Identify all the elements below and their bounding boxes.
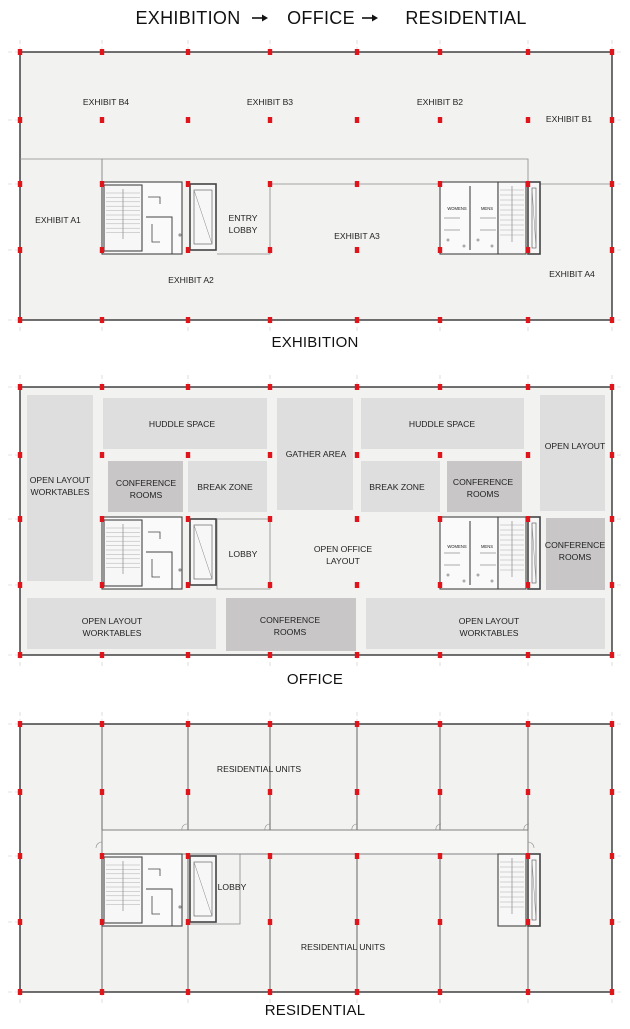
column-marker	[18, 384, 22, 390]
column-marker	[268, 384, 272, 390]
column-marker	[100, 853, 104, 859]
label-open-office-a: OPEN OFFICE	[313, 544, 373, 554]
column-marker	[526, 181, 530, 187]
column-marker	[268, 317, 272, 323]
column-marker	[268, 789, 272, 795]
column-marker	[100, 317, 104, 323]
column-marker	[526, 853, 530, 859]
column-marker	[355, 721, 359, 727]
column-marker	[610, 181, 614, 187]
right-arrow-icon	[252, 15, 268, 22]
column-marker	[18, 452, 22, 458]
label-worktables-se: WORKTABLES	[459, 628, 519, 638]
column-marker	[610, 452, 614, 458]
column-marker	[355, 247, 359, 253]
column-marker	[355, 117, 359, 123]
header-step-exhibition: EXHIBITION	[135, 8, 241, 28]
column-marker	[18, 919, 22, 925]
column-marker	[610, 853, 614, 859]
column-marker	[355, 452, 359, 458]
column-marker	[438, 652, 442, 658]
label-residential-units-north: RESIDENTIAL UNITS	[216, 764, 302, 774]
label-mens-restroom: MENS	[480, 206, 494, 211]
column-marker	[186, 789, 190, 795]
column-marker	[526, 317, 530, 323]
column-marker	[18, 989, 22, 995]
restroom-fixture	[463, 580, 466, 583]
label-womens-restroom: WOMENS	[447, 206, 467, 211]
plan-caption-residential: RESIDENTIAL	[264, 1002, 366, 1019]
column-marker	[526, 721, 530, 727]
column-marker	[610, 317, 614, 323]
column-marker	[438, 789, 442, 795]
right-arrow-icon	[362, 15, 378, 22]
label-exhibit-a2: EXHIBIT A2	[168, 275, 214, 285]
column-marker	[355, 49, 359, 55]
office-plan	[8, 375, 622, 667]
column-marker	[186, 989, 190, 995]
label-lobby: LOBBY	[217, 882, 247, 892]
restroom-fixture	[463, 245, 466, 248]
column-marker	[610, 384, 614, 390]
core-restrooms-stair-right	[440, 517, 540, 589]
column-marker	[268, 247, 272, 253]
column-marker	[438, 919, 442, 925]
header-step-residential: RESIDENTIAL	[405, 8, 527, 28]
label-mens-restroom: MENS	[480, 544, 494, 549]
core-stair-elevator-left	[102, 854, 216, 926]
column-marker	[526, 919, 530, 925]
column-marker	[355, 652, 359, 658]
column-marker	[18, 853, 22, 859]
column-marker	[438, 49, 442, 55]
label-conference-rooms-1a: CONFERENCE	[115, 478, 177, 488]
column-marker	[610, 652, 614, 658]
column-marker	[526, 582, 530, 588]
restroom-fixture	[447, 239, 450, 242]
column-marker	[355, 516, 359, 522]
column-marker	[100, 516, 104, 522]
column-marker	[610, 49, 614, 55]
label-entry: ENTRY	[228, 213, 258, 223]
restroom-fixture	[491, 245, 494, 248]
core-fixture	[178, 233, 181, 236]
label-exhibit-b3: EXHIBIT B3	[246, 97, 294, 107]
column-marker	[355, 384, 359, 390]
core-restrooms-stair-right	[440, 182, 540, 254]
residential-corridor	[102, 830, 528, 854]
column-marker	[100, 582, 104, 588]
label-worktables-sw: WORKTABLES	[82, 628, 142, 638]
residential-plan	[8, 712, 622, 1004]
column-marker	[610, 582, 614, 588]
column-marker	[438, 117, 442, 123]
label-open-layout-west: OPEN LAYOUT	[29, 475, 91, 485]
column-marker	[268, 117, 272, 123]
column-marker	[18, 652, 22, 658]
column-marker	[526, 49, 530, 55]
label-exhibit-b4: EXHIBIT B4	[82, 97, 130, 107]
column-marker	[526, 789, 530, 795]
column-marker	[526, 247, 530, 253]
column-marker	[355, 181, 359, 187]
column-marker	[186, 452, 190, 458]
column-marker	[18, 181, 22, 187]
column-marker	[100, 49, 104, 55]
column-marker	[186, 317, 190, 323]
column-marker	[355, 317, 359, 323]
column-marker	[268, 181, 272, 187]
exhibition-plan	[8, 40, 622, 332]
column-marker	[438, 721, 442, 727]
column-marker	[438, 989, 442, 995]
restroom-fixture	[477, 239, 480, 242]
label-exhibit-a1: EXHIBIT A1	[35, 215, 81, 225]
column-marker	[18, 789, 22, 795]
label-conference-rooms-2a: CONFERENCE	[452, 477, 514, 487]
column-marker	[268, 582, 272, 588]
column-marker	[18, 721, 22, 727]
column-marker	[526, 652, 530, 658]
label-conference-rooms-1b: ROOMS	[129, 490, 163, 500]
column-marker	[100, 181, 104, 187]
core-stair-elevator-left	[102, 517, 216, 589]
column-marker	[186, 384, 190, 390]
column-marker	[526, 452, 530, 458]
label-open-layout-sw: OPEN LAYOUT	[81, 616, 143, 626]
column-marker	[100, 384, 104, 390]
label-conference-rooms-3b: ROOMS	[558, 552, 592, 562]
label-gather-area: GATHER AREA	[285, 449, 347, 459]
column-marker	[186, 117, 190, 123]
column-marker	[268, 452, 272, 458]
column-marker	[18, 317, 22, 323]
column-marker	[18, 49, 22, 55]
column-marker	[18, 582, 22, 588]
column-marker	[268, 721, 272, 727]
plan-caption-exhibition: EXHIBITION	[271, 334, 359, 351]
column-marker	[100, 919, 104, 925]
label-huddle-space-east: HUDDLE SPACE	[408, 419, 476, 429]
restroom-fixture	[477, 574, 480, 577]
column-marker	[438, 384, 442, 390]
column-marker	[610, 117, 614, 123]
column-marker	[186, 49, 190, 55]
label-open-layout-se: OPEN LAYOUT	[458, 616, 520, 626]
column-marker	[355, 789, 359, 795]
label-conference-rooms-4b: ROOMS	[273, 627, 307, 637]
column-marker	[186, 247, 190, 253]
program-sequence-header	[135, 8, 526, 28]
column-marker	[18, 247, 22, 253]
column-marker	[268, 652, 272, 658]
column-marker	[186, 721, 190, 727]
restroom-fixture	[491, 580, 494, 583]
column-marker	[268, 853, 272, 859]
column-marker	[100, 721, 104, 727]
column-marker	[100, 452, 104, 458]
column-marker	[100, 117, 104, 123]
column-marker	[100, 652, 104, 658]
column-marker	[18, 117, 22, 123]
column-marker	[438, 247, 442, 253]
column-marker	[610, 989, 614, 995]
column-marker	[610, 721, 614, 727]
column-marker	[186, 853, 190, 859]
column-marker	[268, 49, 272, 55]
column-marker	[100, 989, 104, 995]
restroom-fixture	[447, 574, 450, 577]
column-marker	[355, 919, 359, 925]
label-womens-restroom: WOMENS	[447, 544, 467, 549]
column-marker	[355, 989, 359, 995]
header-step-office: OFFICE	[287, 8, 355, 28]
column-marker	[100, 247, 104, 253]
label-exhibit-a4: EXHIBIT A4	[549, 269, 595, 279]
column-marker	[186, 582, 190, 588]
label-conference-rooms-3a: CONFERENCE	[544, 540, 606, 550]
column-marker	[438, 181, 442, 187]
core-fixture	[178, 905, 181, 908]
column-marker	[438, 582, 442, 588]
label-residential-units-south: RESIDENTIAL UNITS	[300, 942, 386, 952]
core-fixture	[178, 568, 181, 571]
label-break-zone-east: BREAK ZONE	[369, 482, 425, 492]
column-marker	[268, 516, 272, 522]
column-marker	[438, 317, 442, 323]
column-marker	[526, 516, 530, 522]
label-exhibit-b2: EXHIBIT B2	[416, 97, 464, 107]
core-stair-elevator-left	[102, 182, 216, 254]
column-marker	[186, 516, 190, 522]
label-huddle-space-west: HUDDLE SPACE	[148, 419, 216, 429]
column-marker	[18, 516, 22, 522]
label-conference-rooms-2b: ROOMS	[466, 489, 500, 499]
column-marker	[438, 853, 442, 859]
column-marker	[268, 989, 272, 995]
label-open-office-b: LAYOUT	[326, 556, 360, 566]
column-marker	[438, 452, 442, 458]
label-exhibit-a3: EXHIBIT A3	[334, 231, 380, 241]
label-worktables-west: WORKTABLES	[30, 487, 90, 497]
zone-open-layout-east	[540, 395, 605, 511]
column-marker	[610, 919, 614, 925]
column-marker	[186, 652, 190, 658]
column-marker	[610, 516, 614, 522]
label-lobby: LOBBY	[228, 549, 258, 559]
column-marker	[610, 789, 614, 795]
column-marker	[526, 117, 530, 123]
label-break-zone-west: BREAK ZONE	[197, 482, 253, 492]
column-marker	[526, 989, 530, 995]
core-stair-right	[498, 854, 540, 926]
column-marker	[610, 247, 614, 253]
label-exhibit-b1: EXHIBIT B1	[545, 114, 593, 124]
column-marker	[355, 853, 359, 859]
label-conference-rooms-4a: CONFERENCE	[259, 615, 321, 625]
column-marker	[438, 516, 442, 522]
column-marker	[186, 919, 190, 925]
label-open-layout-east: OPEN LAYOUT	[544, 441, 606, 451]
label-lobby: LOBBY	[228, 225, 258, 235]
column-marker	[186, 181, 190, 187]
column-marker	[526, 384, 530, 390]
column-marker	[100, 789, 104, 795]
plan-caption-office: OFFICE	[286, 671, 344, 688]
column-marker	[268, 919, 272, 925]
column-marker	[355, 582, 359, 588]
